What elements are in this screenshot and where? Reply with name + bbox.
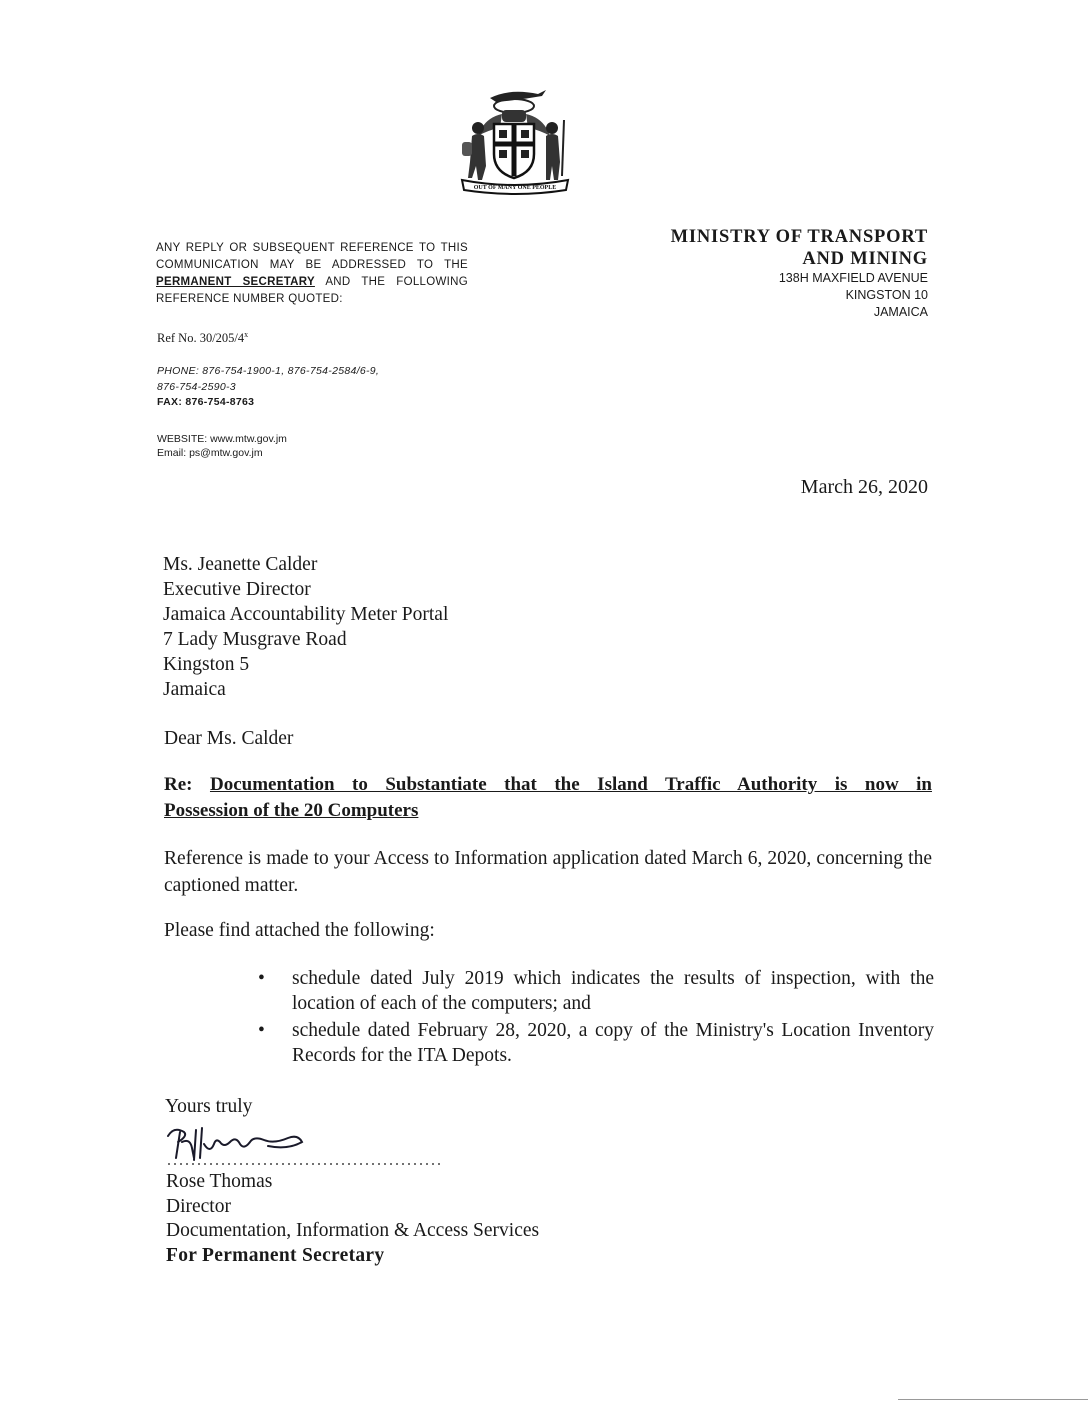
letter-date: March 26, 2020	[800, 476, 928, 498]
attachment-item-2: schedule dated February 28, 2020, a copy of the Ministry's Location Inventory Records for the ITA Depots.	[292, 1020, 934, 1066]
ministry-address-city: KINGSTON 10	[845, 288, 928, 302]
attachment-list	[254, 966, 934, 1070]
email-link[interactable]: Email: ps@mtw.gov.jm	[157, 447, 263, 459]
page-edge-rule	[898, 1399, 1088, 1400]
attachment-item-1: schedule dated July 2019 which indicates the results of inspection, with the location of each of the computers; and	[292, 968, 934, 1014]
contact-phones	[157, 364, 379, 411]
ministry-name-line2: AND MINING	[802, 249, 928, 269]
signer-department: Documentation, Information & Access Services	[166, 1220, 540, 1241]
website-link[interactable]: WEBSITE: www.mtw.gov.jm	[157, 433, 287, 445]
reference-suffix: x	[244, 330, 249, 339]
fax-number: FAX: 876-754-8763	[157, 396, 255, 408]
body-paragraph: Reference is made to your Access to Information application dated March 6, 2020, concerning the captioned matter.	[164, 848, 932, 896]
bullet-icon: •	[258, 968, 265, 989]
subject-line	[164, 772, 932, 798]
signer-title: Director	[166, 1195, 231, 1217]
ministry-name-line1: MINISTRY OF TRANSPORT	[670, 227, 928, 247]
reply-note-line1: ANY REPLY OR SUBSEQUENT REFERENCE TO THIS COMMUNICATION MAY BE ADDRESSED TO THE	[156, 242, 468, 271]
reference-number	[157, 330, 248, 346]
list-item	[254, 1018, 934, 1068]
closing: Yours truly	[165, 1096, 253, 1117]
salutation: Dear Ms. Calder	[164, 728, 294, 749]
coat-of-arms-icon	[452, 84, 578, 196]
recipient-city: Kingston 5	[163, 654, 250, 675]
recipient-organization: Jamaica Accountability Meter Portal	[163, 604, 449, 625]
ministry-address-street: 138H MAXFIELD AVENUE	[778, 271, 928, 285]
recipient-street: 7 Lady Musgrave Road	[163, 629, 347, 650]
contact-web	[157, 432, 287, 460]
recipient-title: Executive Director	[163, 579, 311, 600]
subject-line2: Possession of the 20 Computers	[164, 800, 419, 821]
signer-for-line: For Permanent Secretary	[166, 1244, 385, 1266]
recipient-block	[163, 552, 448, 702]
ministry-address-country: JAMAICA	[873, 305, 928, 319]
bullet-icon: •	[258, 1020, 265, 1041]
signer-block	[166, 1170, 539, 1268]
attached-intro: Please find attached the following:	[164, 920, 435, 941]
recipient-country: Jamaica	[163, 679, 226, 700]
ministry-header	[671, 226, 928, 321]
coat-of-arms-motto: OUT OF MANY ONE PEOPLE	[473, 185, 557, 191]
reply-note-line2: AND THE FOLLOWING REFERENCE NUMBER QUOTED:	[156, 276, 468, 305]
subject-prefix: Re:	[164, 774, 193, 795]
signature-icon	[162, 1122, 450, 1170]
reply-reference-note	[156, 240, 468, 308]
subject-line1: Documentation to Substantiate that the Island Traffic Authority is now in	[209, 774, 932, 795]
reference-label: Ref No. 30/205/4	[157, 331, 245, 346]
list-item	[254, 966, 934, 1016]
recipient-name: Ms. Jeanette Calder	[163, 554, 318, 575]
signer-name: Rose Thomas	[166, 1171, 273, 1192]
phone-line1: PHONE: 876-754-1900-1, 876-754-2584/6-9,	[157, 365, 380, 377]
phone-line2: 876-754-2590-3	[157, 380, 236, 393]
permanent-secretary-label: PERMANENT SECRETARY	[156, 276, 315, 288]
